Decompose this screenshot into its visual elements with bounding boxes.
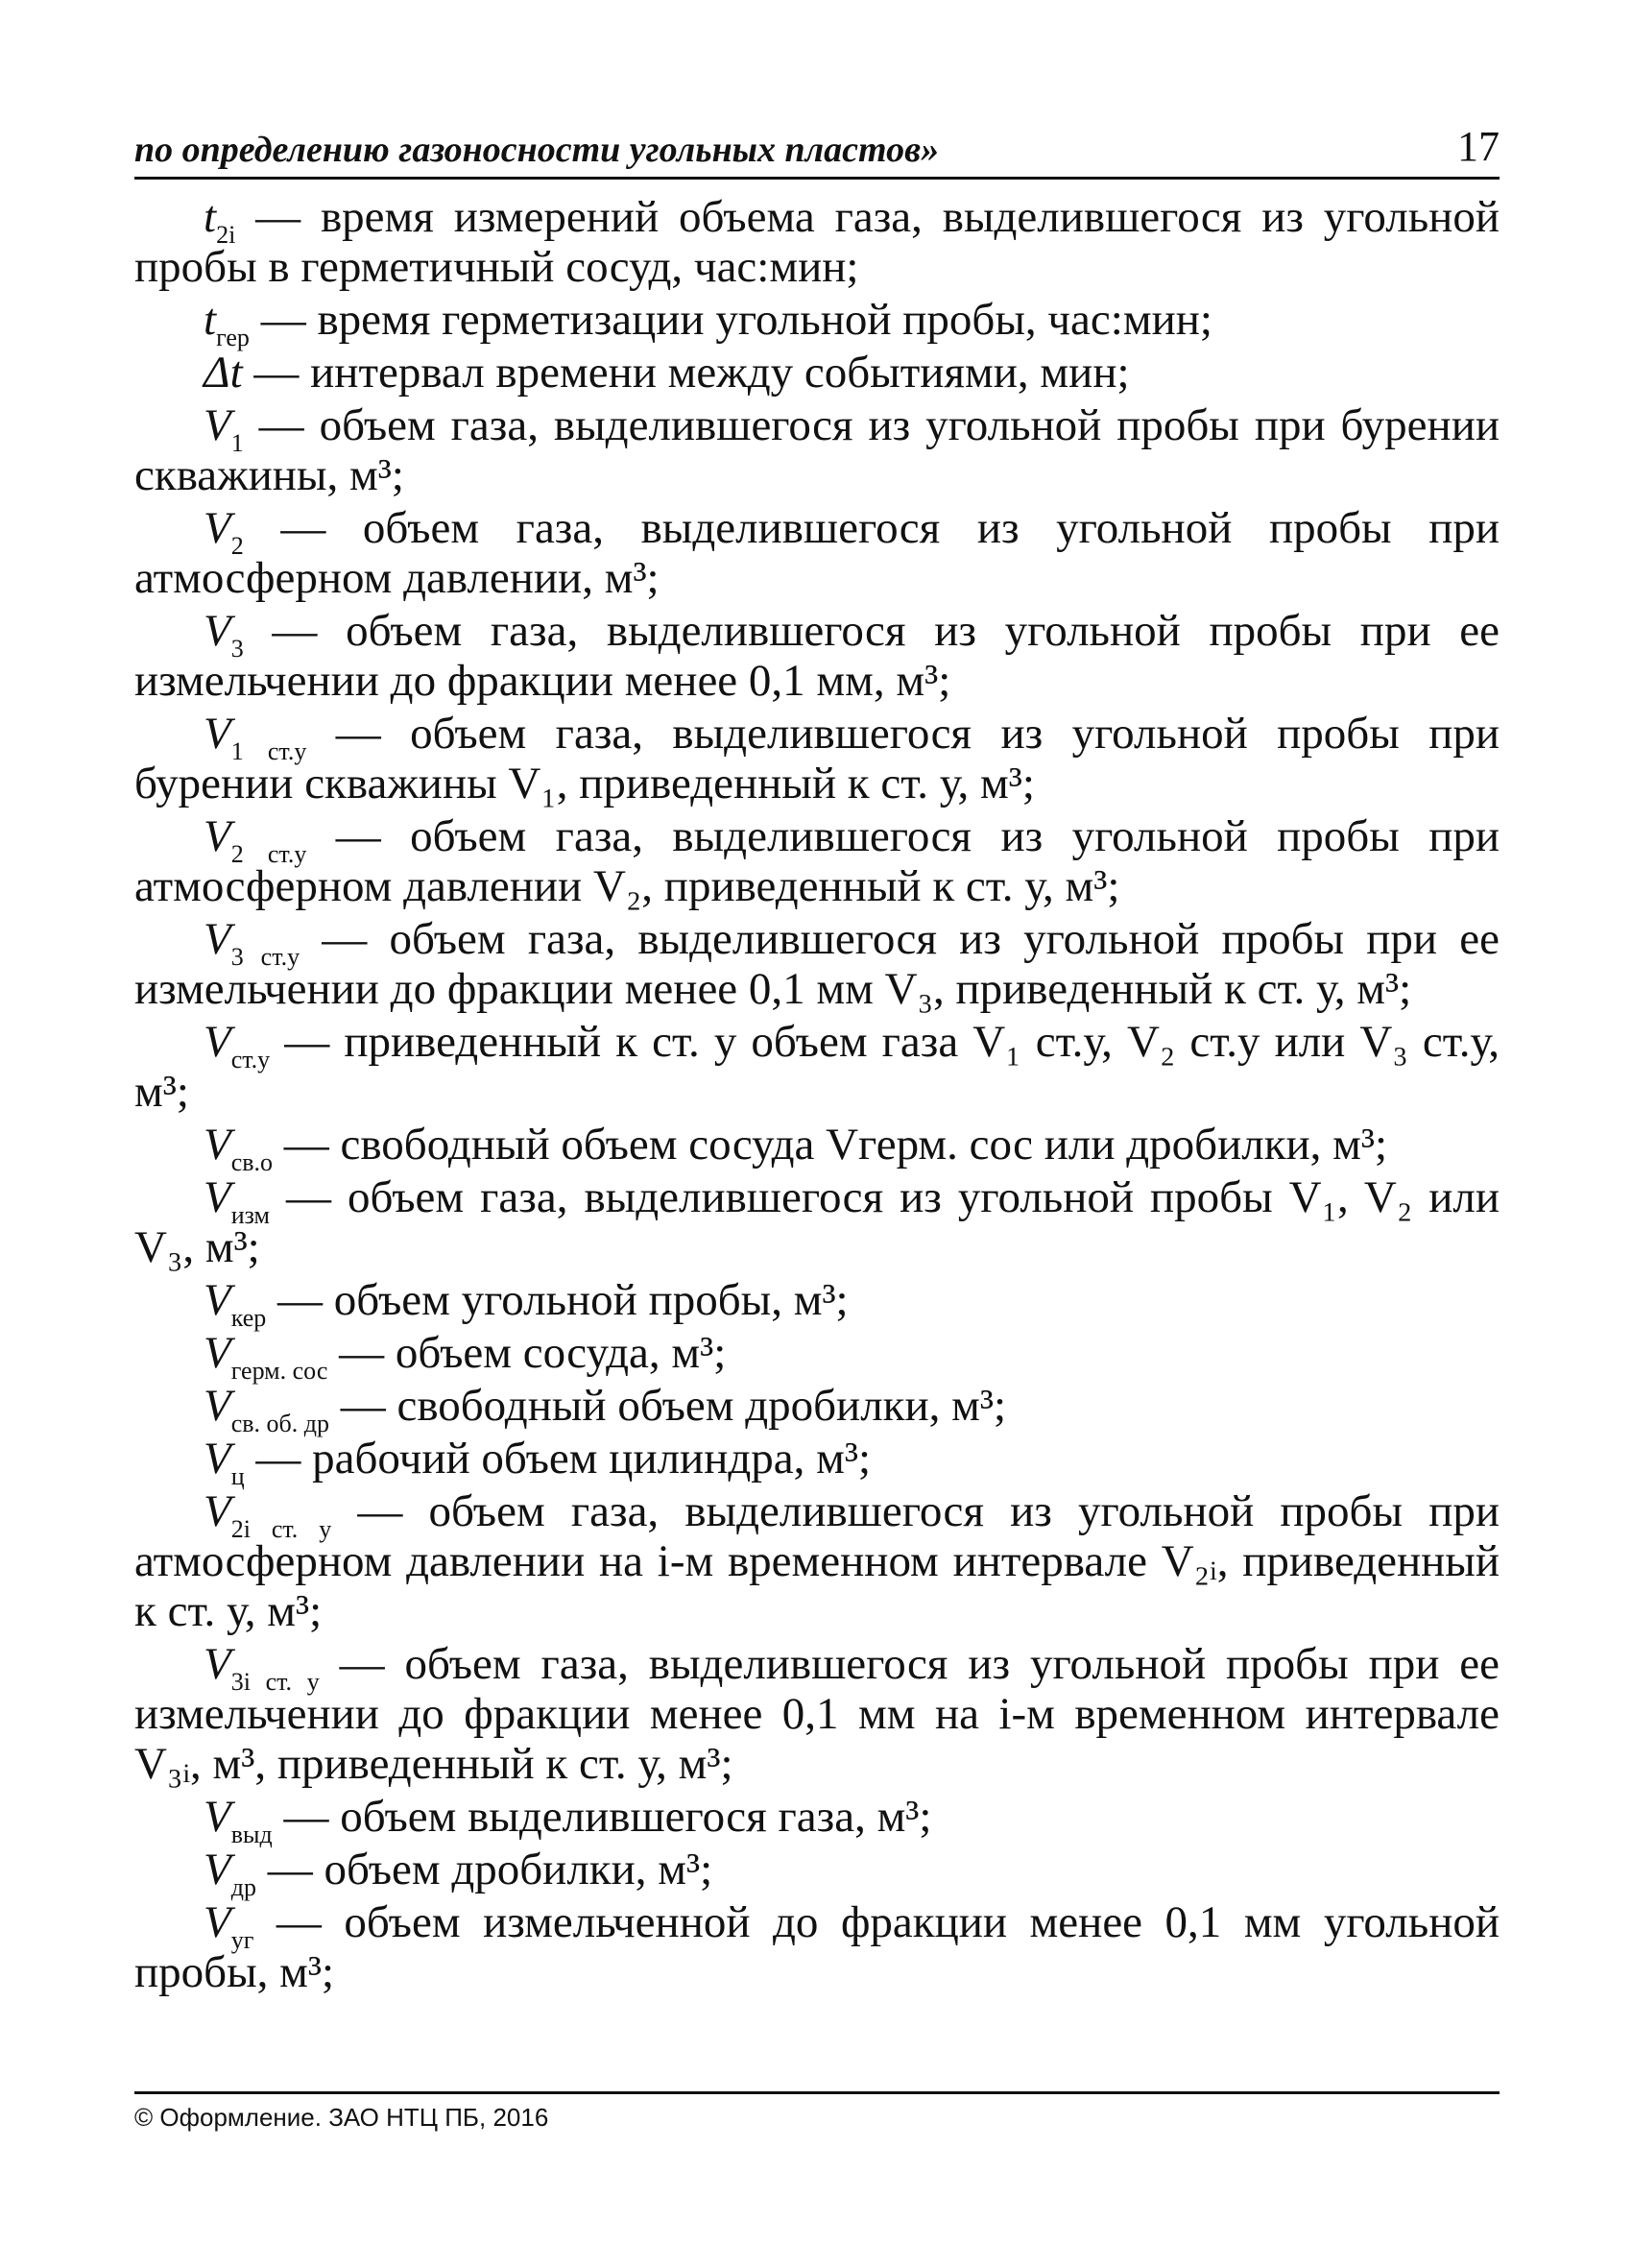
page-number: 17	[1457, 123, 1500, 170]
definition-item: $V_3$ — объем газа, выделившегося из угольной пробы при ее измельчении до фракции менее 0,1 мм, м³;	[134, 606, 1500, 706]
definition-item: $V_{2i ст. у}$ — объем газа, выделившегося из угольной пробы при атмосферном давлении на i-м временном интервале V₂ᵢ, приведенный к ст. у, м³;	[134, 1486, 1500, 1636]
definition-item: $t_{гер}$ — время герметизации угольной пробы, час:мин;	[204, 295, 1212, 351]
footer-divider	[134, 2091, 1500, 2094]
definition-item: $V_{св.о}$ — свободный объем сосуда Vгерм. сос или дробилки, м³;	[204, 1120, 1388, 1176]
definition-item: $t_{2i}$ — время измерений объема газа, выделившегося из угольной пробы в герметичный сосуд, час:мин;	[134, 192, 1500, 292]
definition-item: $V_{др}$ — объем дробилки, м³;	[204, 1845, 713, 1901]
definition-item: Δt — интервал времени между событиями, мин;	[204, 348, 1130, 398]
definitions-list	[134, 192, 1500, 2000]
copyright-notice: © Оформление. ЗАО НТЦ ПБ, 2016	[134, 2103, 549, 2132]
definition-item: $V_{изм}$ — объем газа, выделившегося из угольной пробы V₁, V₂ или V₃, м³;	[134, 1172, 1500, 1272]
definition-item: $V_{герм. сос}$ — объем сосуда, м³;	[204, 1328, 727, 1385]
definition-item: $V_{св. об. др}$ — свободный объем дробилки, м³;	[204, 1381, 1007, 1437]
definition-item: $V_{2 ст.у}$ — объем газа, выделившегося из угольной пробы при атмосферном давлении V₂, приведенный к ст. у, м³;	[134, 811, 1500, 911]
definition-item: $V_{3 ст.у}$ — объем газа, выделившегося из угольной пробы при ее измельчении до фракции менее 0,1 мм V₃, приведенный к ст. у, м³;	[134, 914, 1500, 1014]
definition-item: $V_1$ — объем газа, выделившегося из угольной пробы при бурении скважины, м³;	[134, 400, 1500, 500]
definition-item: $V_{кер}$ — объем угольной пробы, м³;	[204, 1275, 849, 1332]
definition-item: $V_{уг}$ — объем измельченной до фракции менее 0,1 мм угольной пробы, м³;	[134, 1897, 1500, 1997]
definition-item: $V_2$ — объем газа, выделившегося из угольной пробы при атмосферном давлении, м³;	[134, 503, 1500, 603]
definition-item: $V_{ст.у}$ — приведенный к ст. у объем газа V₁ ст.у, V₂ ст.у или V₃ ст.у, м³;	[134, 1017, 1500, 1117]
definition-item: $V_{1 ст.у}$ — объем газа, выделившегося из угольной пробы при бурении скважины V₁, приведенный к ст. у, м³;	[134, 709, 1500, 808]
definition-item: $V_{3i ст. у}$ — объем газа, выделившегося из угольной пробы при ее измельчении до фракции менее 0,1 мм на i-м временном интервале V₃ᵢ, м³, приведенный к ст. у, м³;	[134, 1639, 1500, 1789]
page-header	[134, 117, 1500, 180]
definition-item: $V_{выд}$ — объем выделившегося газа, м³;	[204, 1792, 932, 1848]
definition-item: $V_ц$ — рабочий объем цилиндра, м³;	[204, 1434, 872, 1490]
running-title: по определению газоносности угольных пластов»	[134, 130, 940, 170]
